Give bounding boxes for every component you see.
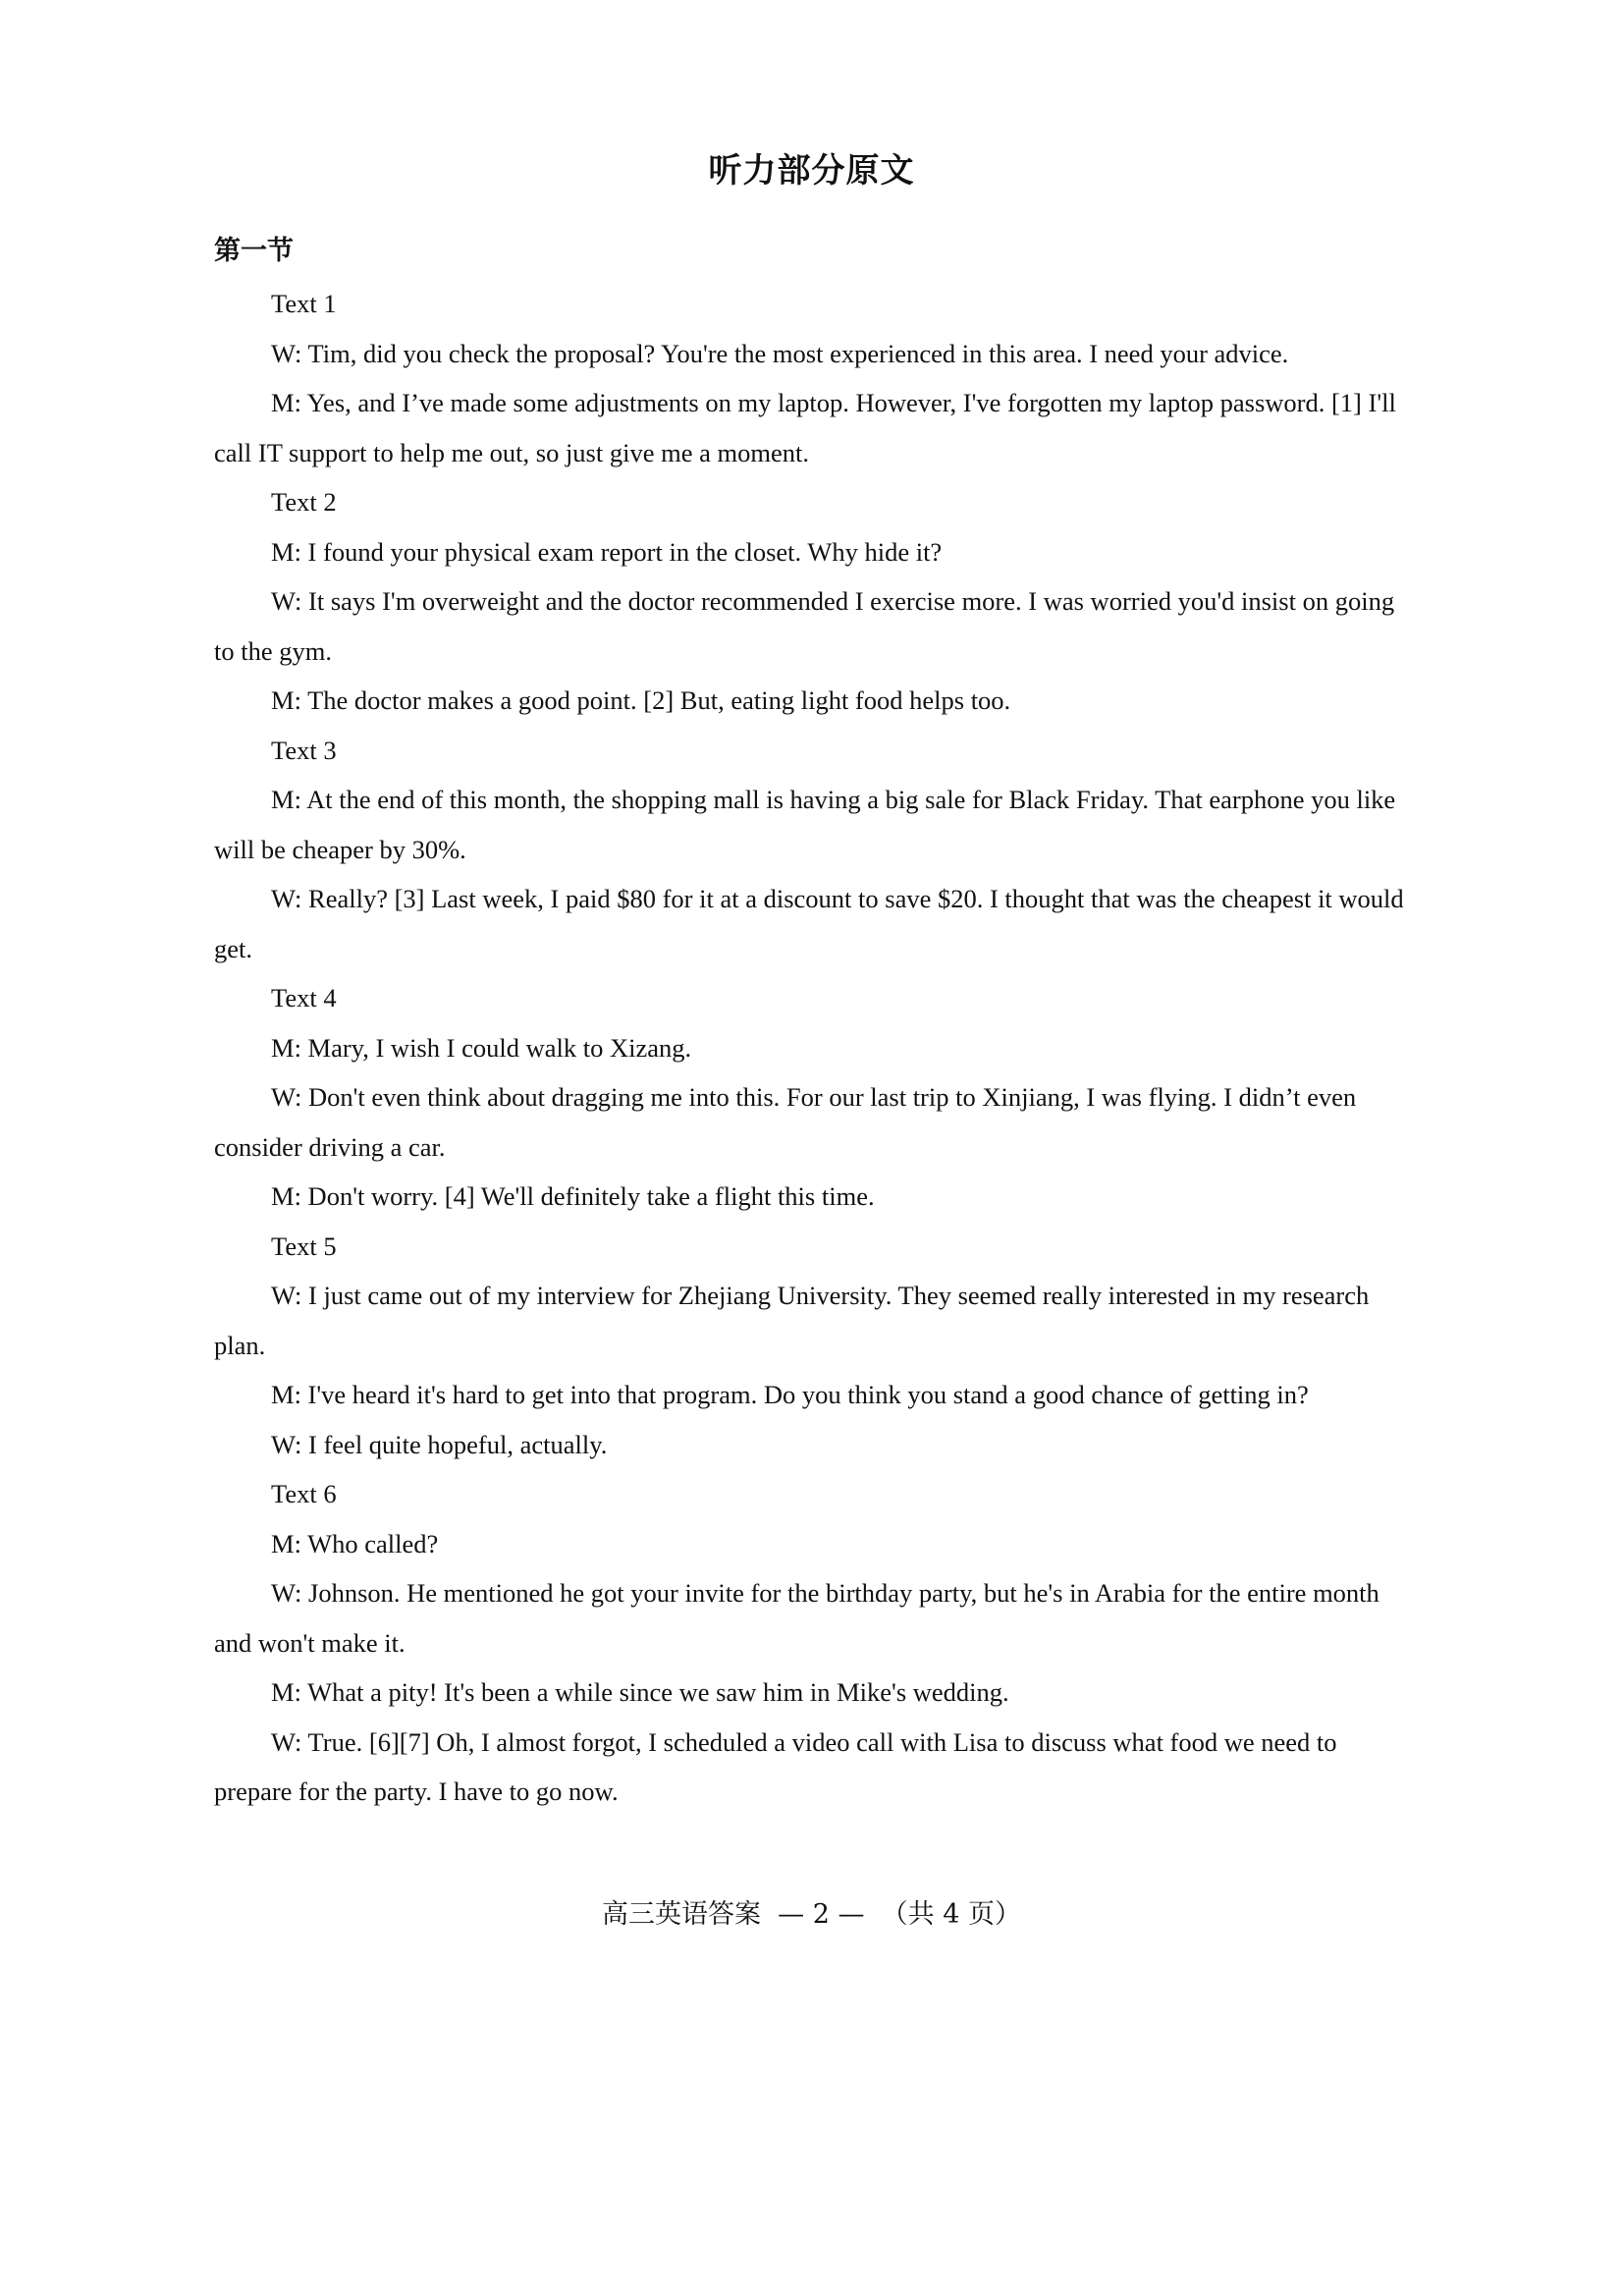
- dialogue-line: W: True. [6][7] Oh, I almost forgot, I scheduled a video call with Lisa to discuss what food we need to prepare for the party. I have to go now.: [214, 1726, 1337, 1806]
- section-label: 第一节: [214, 236, 294, 266]
- dialogue-line: M: Mary, I wish I could walk to Xizang.: [271, 1032, 692, 1063]
- dialogue-line: M: Don't worry. [4] We'll definitely take a flight this time.: [271, 1181, 875, 1211]
- dialogue-line: W: I feel quite hopeful, actually.: [271, 1429, 608, 1459]
- text-heading: Text 4: [271, 983, 337, 1012]
- text-heading: Text 2: [271, 487, 337, 517]
- dialogue-line: W: I just came out of my interview for Zhejiang University. They seemed really interested in my research plan.: [214, 1281, 1370, 1360]
- dialogue-line: M: Who called?: [271, 1528, 439, 1558]
- dialogue-line: W: It says I'm overweight and the doctor recommended I exercise more. I was worried you'd insist on going to the gym.: [214, 586, 1395, 666]
- text-heading: Text 3: [271, 735, 337, 765]
- dialogue-line: M: The doctor makes a good point. [2] But, eating light food helps too.: [271, 685, 1011, 715]
- dialogue-line: M: Yes, and I’ve made some adjustments on my laptop. However, I've forgotten my laptop password. [1] I'll call IT support to help me out, so just give me a moment.: [214, 388, 1396, 467]
- transcript-body: [214, 279, 1414, 1817]
- text-heading: Text 6: [271, 1479, 337, 1508]
- dialogue-line: M: What a pity! It's been a while since we saw him in Mike's wedding.: [271, 1677, 1009, 1707]
- page-footer: 高三英语答案 — 2 — （共 4 页）: [601, 1899, 1022, 1930]
- dialogue-line: M: I've heard it's hard to get into that program. Do you think you stand a good chance of getting in?: [271, 1380, 1309, 1409]
- dialogue-line: W: Really? [3] Last week, I paid $80 for it at a discount to save $20. I thought that was the cheapest it would get.: [214, 884, 1404, 963]
- dialogue-line: M: I found your physical exam report in the closet. Why hide it?: [271, 536, 943, 567]
- text-heading: Text 5: [271, 1230, 337, 1261]
- dialogue-line: W: Johnson. He mentioned he got your invite for the birthday party, but he's in Arabia for the entire month and won't make it.: [214, 1578, 1380, 1658]
- page-title: 听力部分原文: [708, 151, 915, 191]
- text-heading: Text 1: [271, 289, 337, 318]
- dialogue-line: W: Tim, did you check the proposal? You're the most experienced in this area. I need your advice.: [271, 338, 1289, 368]
- dialogue-line: W: Don't even think about dragging me into this. For our last trip to Xinjiang, I was flying. I didn’t even consider driving a car.: [214, 1082, 1357, 1162]
- dialogue-line: M: At the end of this month, the shopping mall is having a big sale for Black Friday. That earphone you like will be cheaper by 30%.: [214, 785, 1396, 864]
